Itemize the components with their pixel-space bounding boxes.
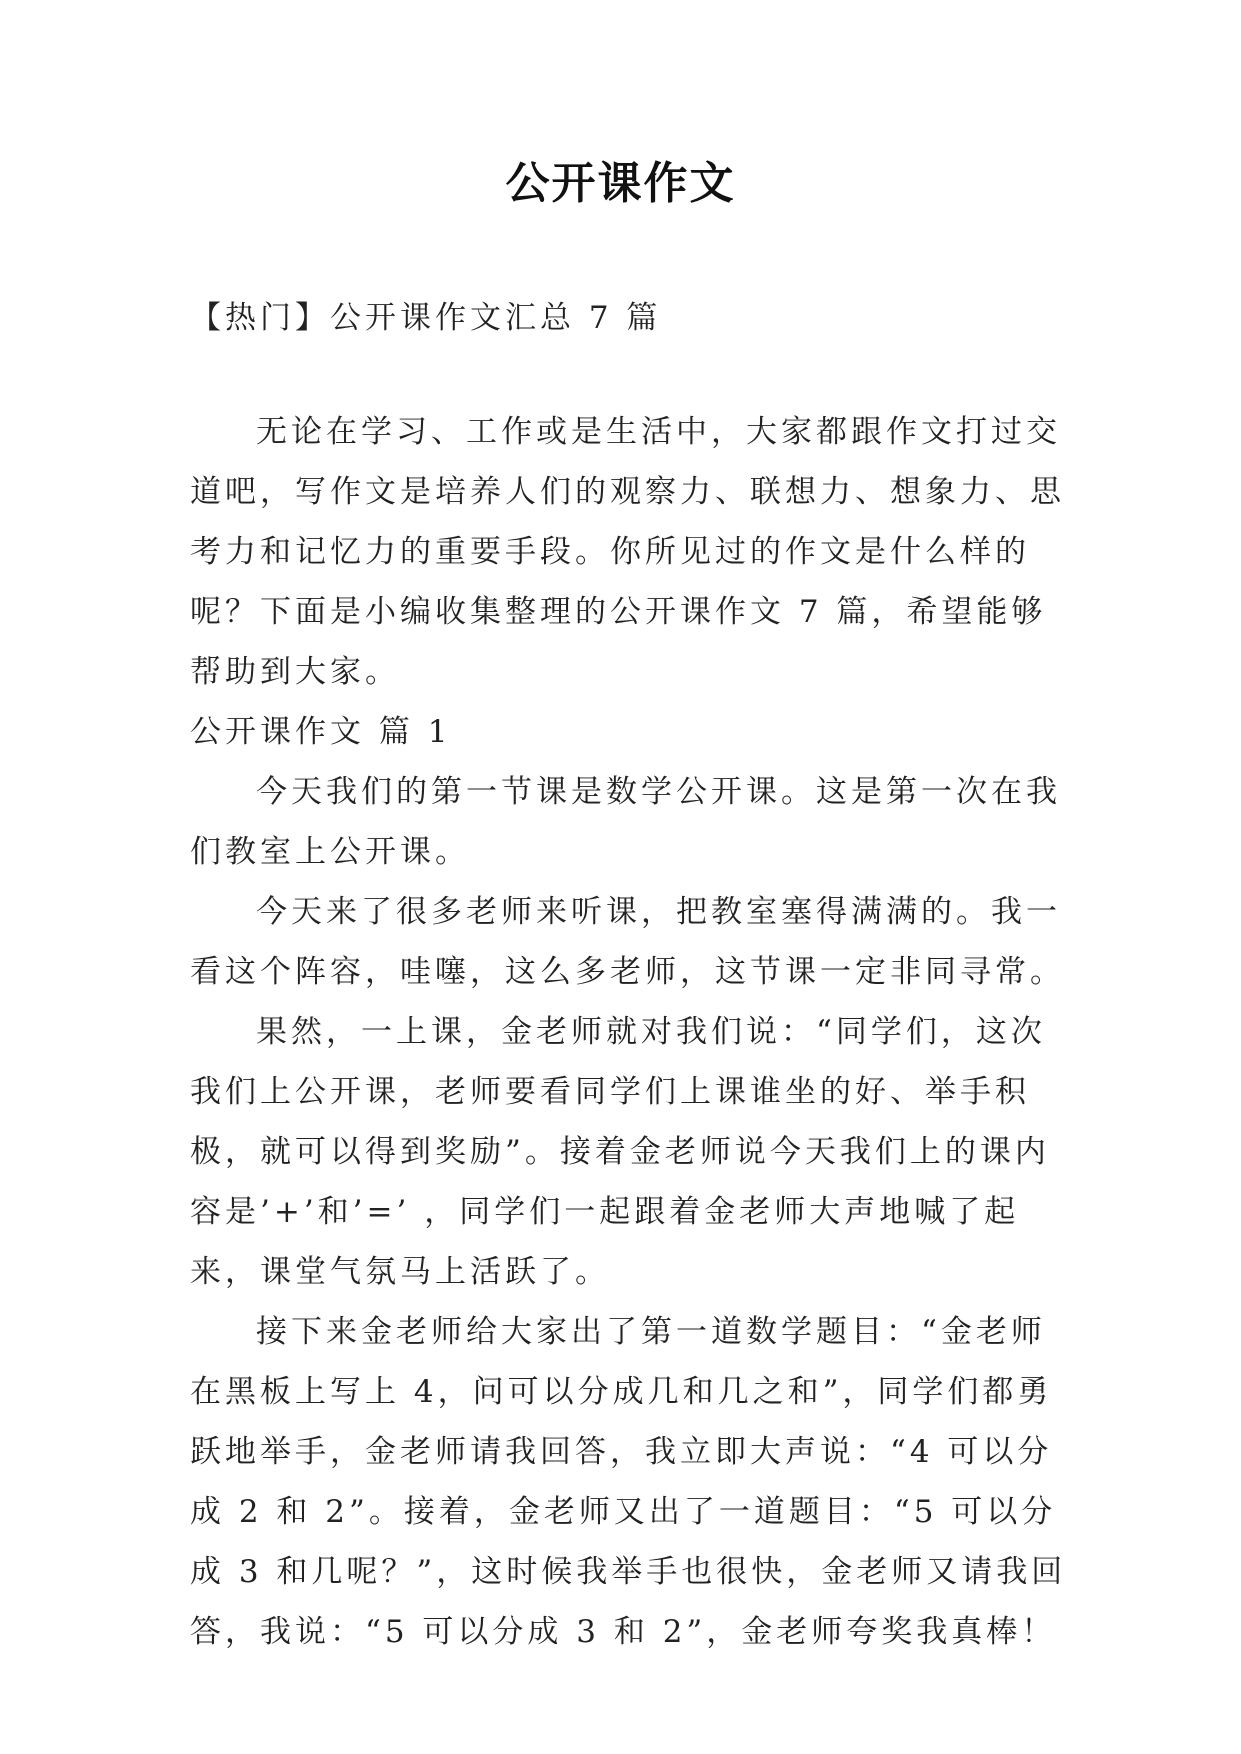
- paragraph-4: 接下来金老师给大家出了第一道数学题目：“金老师在黑板上写上 4，问可以分成几和几之和”，同学们都勇跃地举手，金老师请我回答，我立即大声说：“4 可以分成 2 和 2”。接着，金老师又出了一道题目：“5 可以分成 3 和几呢？”，这时候我举手也很快，金老师又请我回答，我说：“5 可以分成 3 和 2”，金老师夸奖我真棒！: [190, 1314, 1067, 1650]
- document-subtitle: 【热门】公开课作文汇总 7 篇: [190, 300, 662, 336]
- article-body: [190, 402, 1070, 1662]
- section-heading: 公开课作文 篇 1: [190, 714, 452, 750]
- paragraph-2: 今天来了很多老师来听课，把教室塞得满满的。我一看这个阵容，哇噻，这么多老师，这节课一定非同寻常。: [190, 894, 1065, 990]
- intro-paragraph: 无论在学习、工作或是生活中，大家都跟作文打过交道吧，写作文是培养人们的观察力、联想力、想象力、思考力和记忆力的重要手段。你所见过的作文是什么样的呢？下面是小编收集整理的公开课作文 7 篇，希望能够帮助到大家。: [190, 414, 1065, 690]
- document-title: 公开课作文: [505, 158, 736, 209]
- paragraph-1: 今天我们的第一节课是数学公开课。这是第一次在我们教室上公开课。: [190, 774, 1061, 870]
- paragraph-3: 果然，一上课，金老师就对我们说：“同学们，这次我们上公开课，老师要看同学们上课谁坐的好、举手积极，就可以得到奖励”。接着金老师说今天我们上的课内容是’+’和’=’ ，同学们一起跟着金老师大声地喊了起来，课堂气氛马上活跃了。: [190, 1014, 1050, 1290]
